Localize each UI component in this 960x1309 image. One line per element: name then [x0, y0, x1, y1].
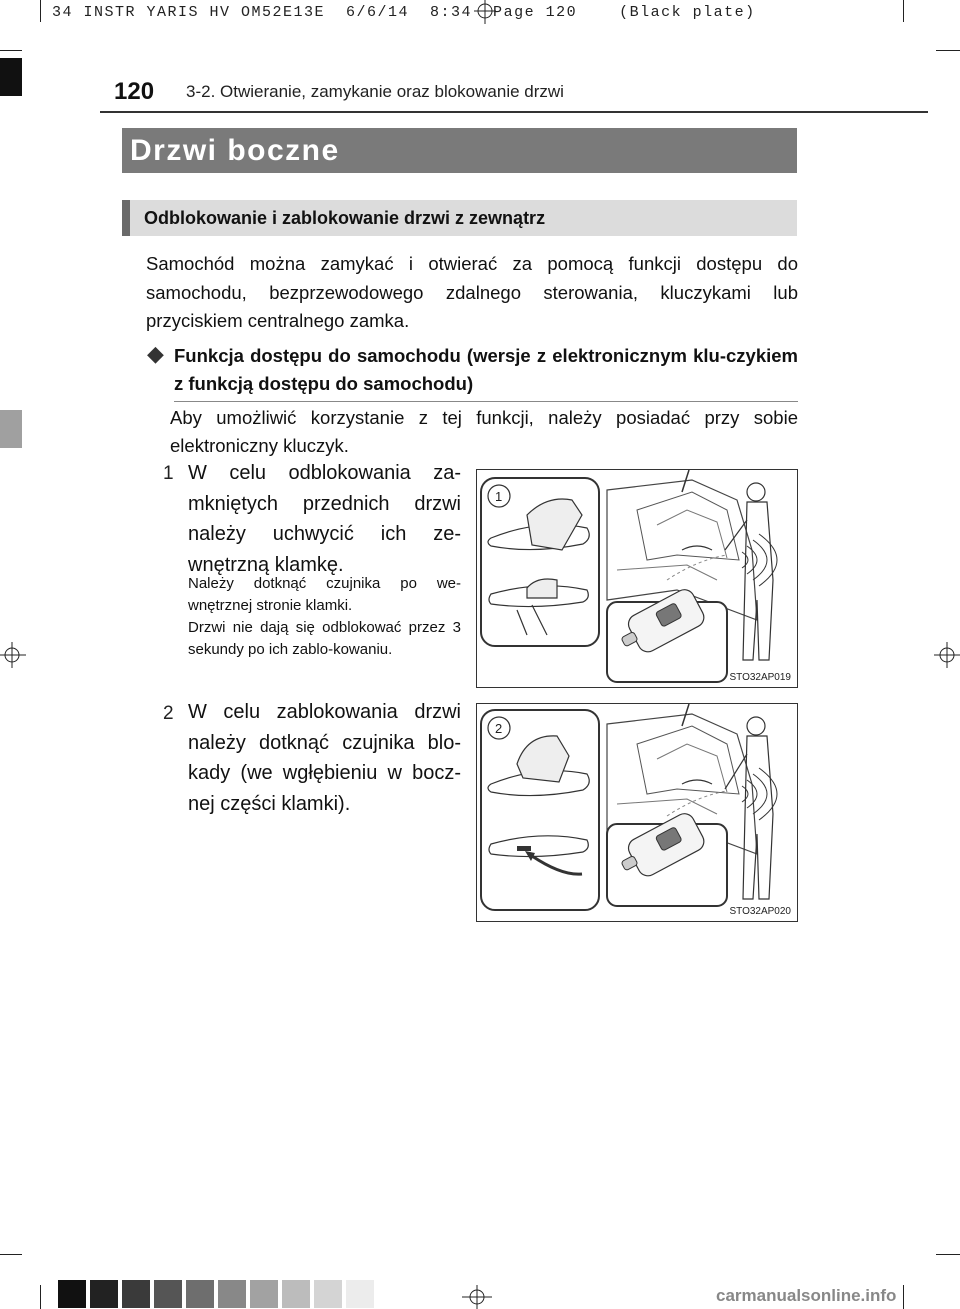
registration-mark	[474, 0, 496, 24]
crop-mark	[936, 50, 960, 51]
watermark: carmanualsonline.info	[716, 1286, 897, 1305]
step-note: Drzwi nie dają się odblokować przez 3 sekundy po ich zablo-kowaniu.	[188, 619, 461, 658]
step-text: W celu odblokowania za-mkniętych przednich drzwi należy uchwycić ich ze-wnętrzną klamkę.	[188, 462, 461, 576]
step-note: Należy dotknąć czujnika po we-wnętrznej stronie klamki.	[188, 575, 461, 614]
crop-mark	[903, 1285, 904, 1309]
header-rule	[100, 111, 928, 113]
color-strip	[58, 1280, 376, 1308]
illustration-unlock	[476, 469, 798, 688]
breadcrumb: 3-2. Otwieranie, zamykanie oraz blokowanie drzwi	[186, 82, 564, 101]
diamond-bullet-icon: ◆	[147, 341, 164, 366]
car-door-unlock-drawing	[477, 470, 798, 688]
crop-mark	[903, 0, 904, 22]
chapter-tab-marker	[0, 58, 22, 96]
crop-mark	[40, 0, 41, 22]
registration-mark	[932, 642, 960, 668]
figure-code: STO32AP019	[729, 672, 791, 683]
feature-heading: Funkcja dostępu do samochodu (wersje z elektronicznym klu-czykiem z funkcją dostępu do samochodu)	[174, 345, 798, 394]
chapter-tab-current	[0, 410, 22, 448]
step-number: 1	[163, 463, 174, 484]
intro-paragraph: Samochód można zamykać i otwierać za pomocą funkcji dostępu do samochodu, bezprzewodowego zdalnego sterowania, kluczykami lub przyciskiem centralnego zamka.	[146, 253, 798, 331]
crop-mark	[40, 1285, 41, 1309]
feature-rule	[174, 401, 798, 402]
illustration-lock	[476, 703, 798, 922]
print-slug: 34 INSTR YARIS HV OM52E13E 6/6/14 8:34 Page 120 (Black plate)	[52, 4, 756, 21]
feature-paragraph: Aby umożliwić korzystanie z tej funkcji, należy posiadać przy sobie elektroniczny kluczyk.	[170, 407, 798, 456]
step-text: W celu zablokowania drzwi należy dotknąć czujnika blo-kady (we wgłębieniu w bocz-nej części klamki).	[188, 701, 461, 815]
callout-number: 2	[495, 721, 503, 736]
registration-mark	[0, 642, 26, 668]
subsection-title: Odblokowanie i zablokowanie drzwi z zewnątrz	[122, 200, 797, 236]
crop-mark	[936, 1254, 960, 1255]
figure-code: STO32AP020	[729, 906, 791, 917]
page-number: 120	[114, 78, 155, 105]
step-number: 2	[163, 703, 174, 724]
registration-mark	[460, 1285, 494, 1309]
crop-mark	[0, 50, 22, 51]
crop-mark	[0, 1254, 22, 1255]
car-door-lock-drawing	[477, 704, 798, 922]
section-title: Drzwi boczne	[122, 128, 797, 173]
callout-number: 1	[495, 489, 503, 504]
